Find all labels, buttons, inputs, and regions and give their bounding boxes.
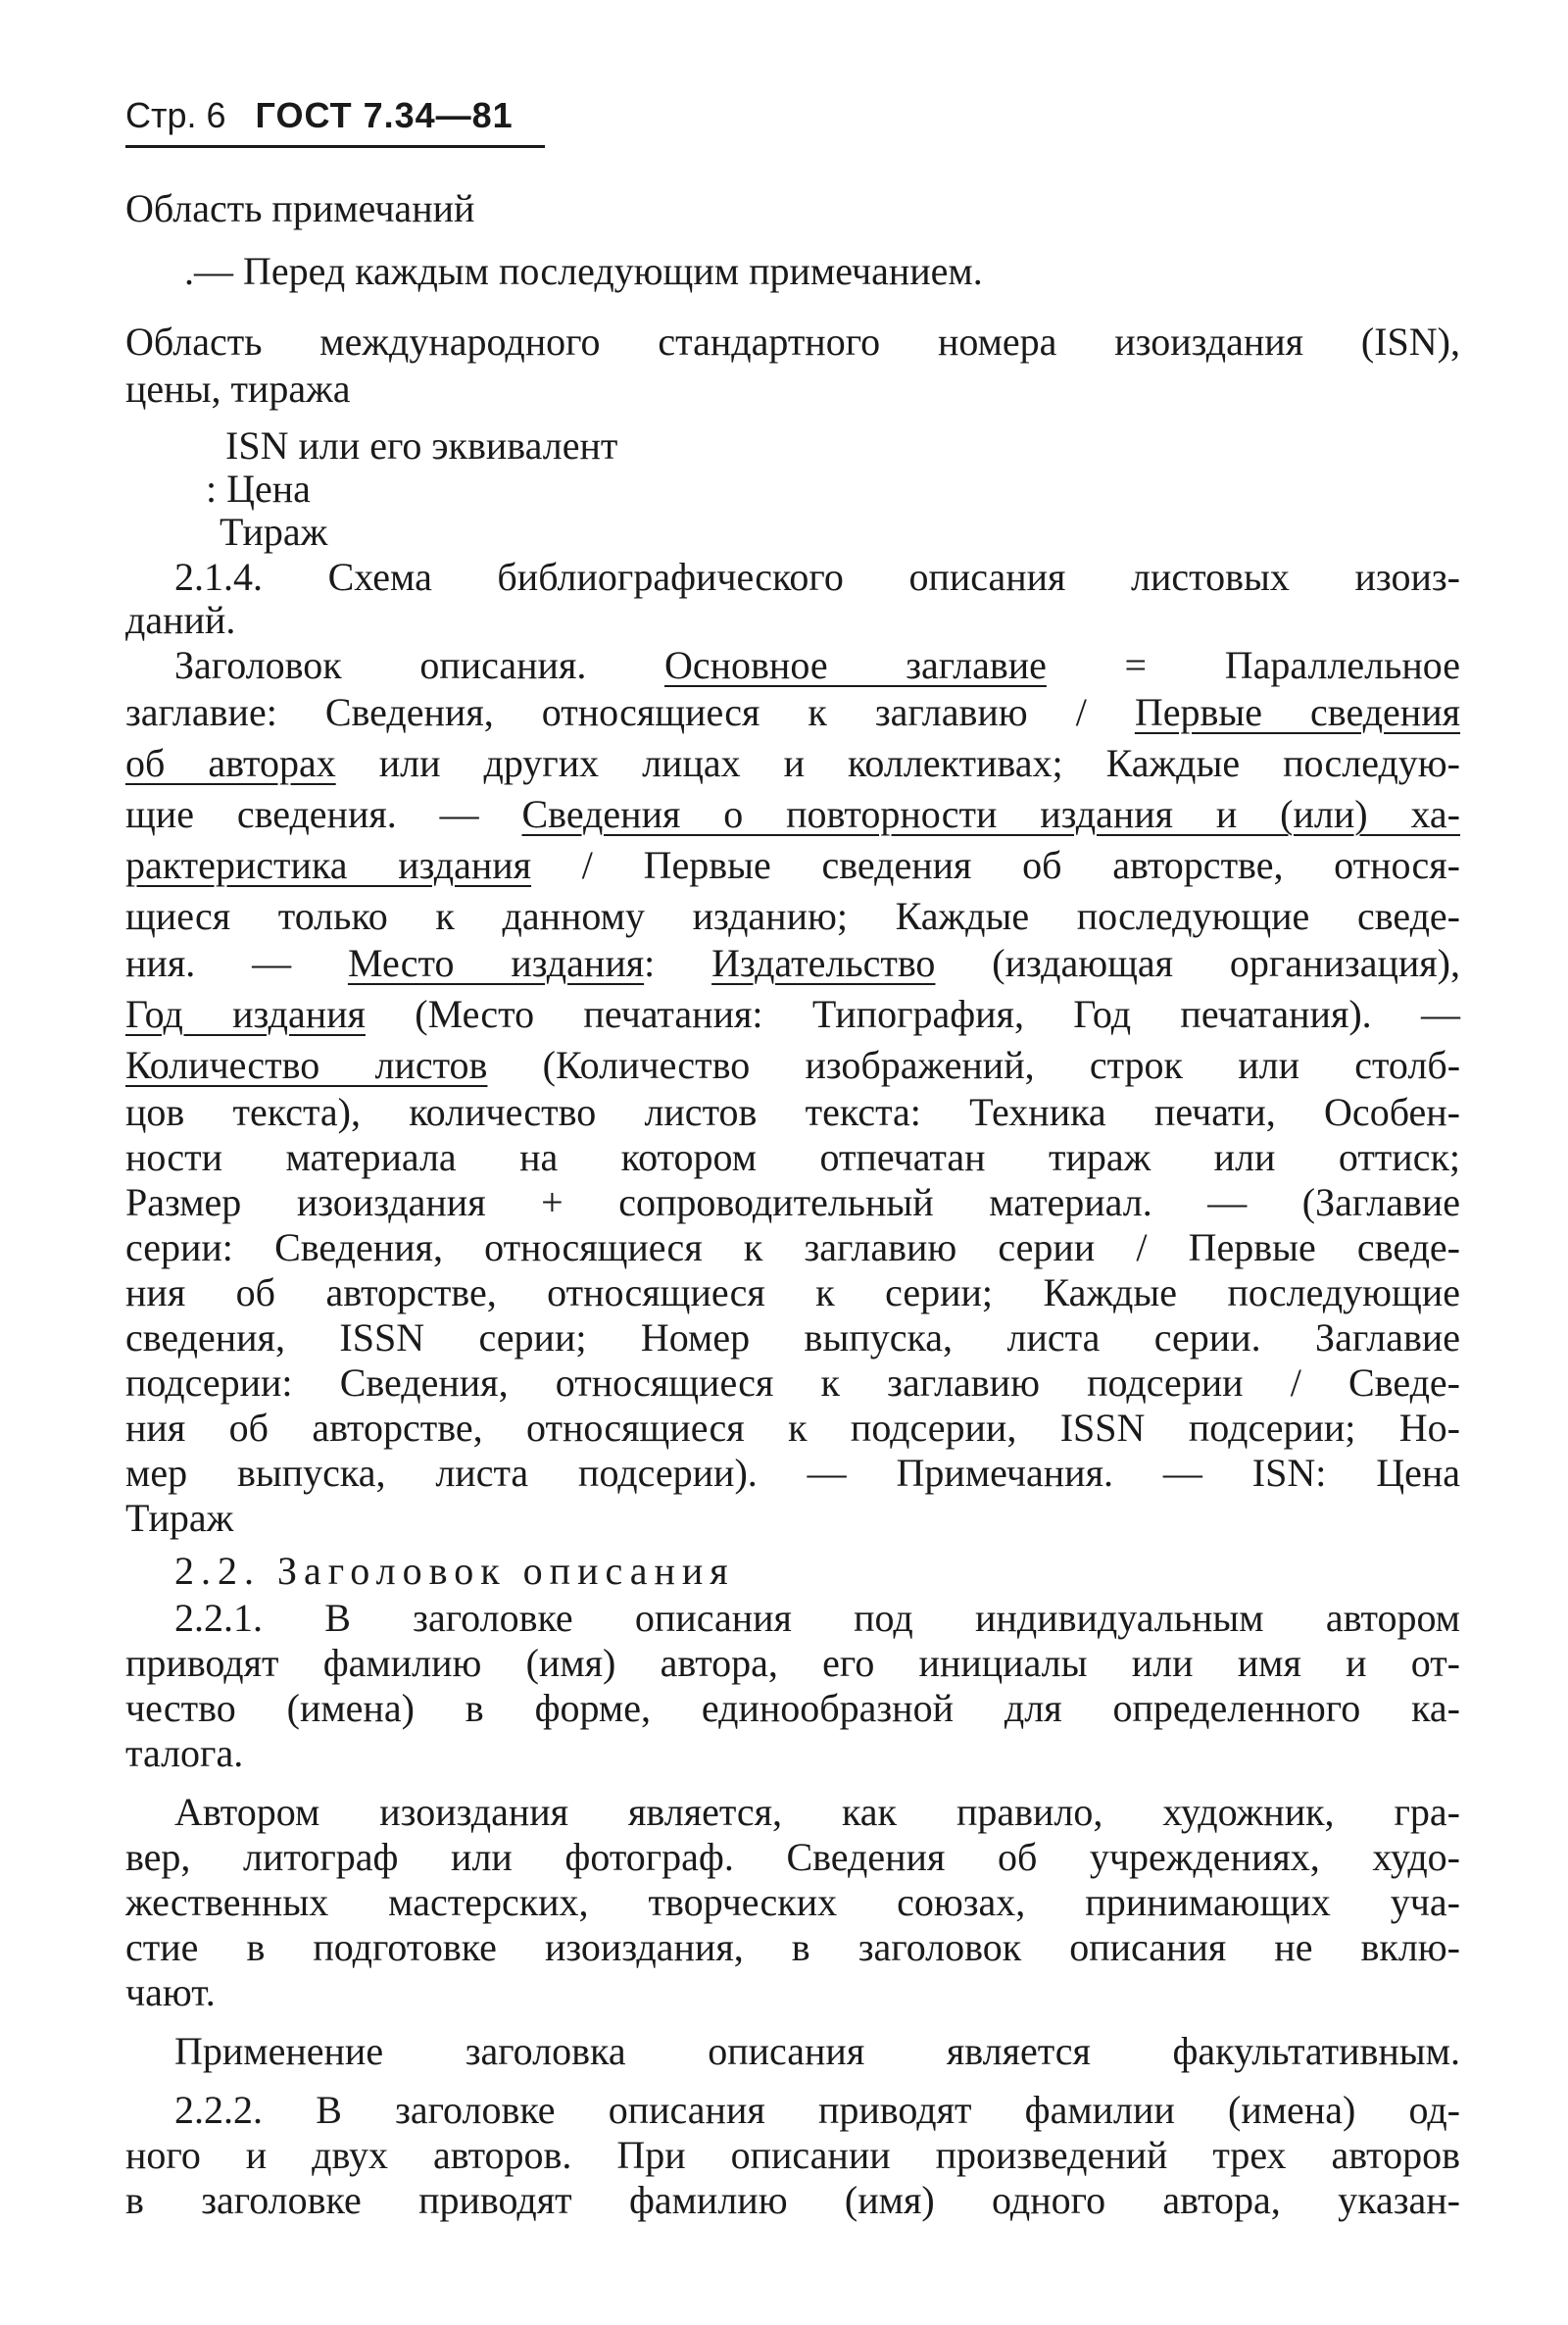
- text-line: Применение заголовка описания является факультативным.: [174, 2029, 1460, 2073]
- text-line: [125, 741, 1460, 786]
- text-run: или других лицах и коллективах; Каждые последую-: [335, 741, 1460, 785]
- text-line: [125, 1043, 1460, 1088]
- text-line: [125, 941, 1460, 986]
- underlined-element: Год издания: [125, 992, 366, 1036]
- text-run: = Параллельное: [1046, 643, 1461, 687]
- underlined-element: об авторах: [125, 741, 336, 785]
- text-line: цов текста), количество листов текста: Техника печати, Особен-: [125, 1090, 1460, 1134]
- text-line: ISN или его эквивалент: [225, 423, 618, 468]
- underlined-element: Основное заглавие: [663, 643, 1047, 687]
- text-line: в заголовке приводят фамилию (имя) одного автора, указан-: [125, 2178, 1460, 2222]
- text-line: [125, 992, 1460, 1037]
- text-line: стие в подготовке изоиздания, в заголовок описания не вклю-: [125, 1925, 1460, 1969]
- text-line: ного и двух авторов. При описании произведений трех авторов: [125, 2133, 1460, 2177]
- text-run: (Количество изображений, строк или столб-: [487, 1043, 1461, 1087]
- text-line: даний.: [125, 598, 236, 642]
- text-line: сведения, ISSN серии; Номер выпуска, листа серии. Заглавие: [125, 1315, 1460, 1360]
- text-line: ния об авторстве, относящиеся к серии; Каждые последующие: [125, 1270, 1460, 1314]
- text-line: Размер изоиздания + сопроводительный материал. — (Заглавие: [125, 1180, 1460, 1224]
- text-line: ности материала на котором отпечатан тираж или оттиск;: [125, 1135, 1460, 1179]
- text-run: заглавие: Сведения, относящиеся к заглавию /: [125, 690, 1135, 734]
- text-line: Область примечаний: [125, 186, 475, 230]
- text-run: :: [644, 941, 712, 985]
- text-run: / Первые сведения об авторстве, относя-: [531, 843, 1460, 887]
- text-line: чество (имена) в форме, единообразной для определенного ка-: [125, 1686, 1460, 1730]
- text-line: 2.2. Заголовок описания: [174, 1549, 735, 1593]
- header-rule: [125, 145, 545, 148]
- text-line: 2.2.1. В заголовке описания под индивидуальным автором: [174, 1596, 1460, 1640]
- page-number: Стр. 6: [125, 95, 226, 135]
- text-line: ния об авторстве, относящиеся к подсерии, ISSN подсерии; Но-: [125, 1406, 1460, 1450]
- text-line: 2.1.4. Схема библиографического описания листовых изоиз-: [174, 555, 1460, 599]
- underlined-element: Издательство: [711, 941, 936, 985]
- underlined-element: рактеристика издания: [125, 843, 532, 887]
- text-line: Тираж: [125, 1496, 234, 1540]
- underlined-element: Первые сведения: [1134, 690, 1460, 734]
- text-run: щие сведения. —: [125, 792, 522, 836]
- text-line: жественных мастерских, творческих союзах, принимающих уча-: [125, 1880, 1460, 1924]
- standard-code: ГОСТ 7.34—81: [255, 95, 514, 135]
- text-run: Заголовок описания.: [174, 643, 664, 687]
- text-line: серии: Сведения, относящиеся к заглавию серии / Первые сведе-: [125, 1225, 1460, 1269]
- page-header: [125, 94, 514, 137]
- text-line: талога.: [125, 1731, 244, 1775]
- text-line: вер, литограф или фотограф. Сведения об учреждениях, худо-: [125, 1835, 1460, 1879]
- text-line: [174, 643, 1460, 688]
- text-run: (издающая организация),: [935, 941, 1460, 985]
- underlined-element: Сведения о повторности издания и (или) ха-: [521, 792, 1460, 836]
- text-line: подсерии: Сведения, относящиеся к заглавию подсерии / Сведе-: [125, 1360, 1460, 1405]
- text-line: Область международного стандартного номера изоиздания (ISN),: [125, 320, 1460, 364]
- text-line: приводят фамилию (имя) автора, его инициалы или имя и от-: [125, 1641, 1460, 1685]
- text-line: щиеся только к данному изданию; Каждые последующие сведе-: [125, 894, 1460, 938]
- text-line: чают.: [125, 1970, 216, 2014]
- text-line: Тираж: [220, 510, 328, 554]
- text-line: [125, 690, 1460, 735]
- text-line: [125, 843, 1460, 888]
- underlined-element: Количество листов: [125, 1043, 488, 1087]
- text-run: (Место печатания: Типография, Год печатания). —: [365, 992, 1461, 1036]
- text-line: Автором изоиздания является, как правило, художник, гра-: [174, 1790, 1460, 1834]
- text-line: : Цена: [206, 467, 311, 511]
- text-run: ния. —: [125, 941, 348, 985]
- text-line: мер выпуска, листа подсерии). — Примечания. — ISN: Цена: [125, 1451, 1460, 1495]
- underlined-element: Место издания: [347, 941, 645, 985]
- text-line: 2.2.2. В заголовке описания приводят фамилии (имена) од-: [174, 2088, 1460, 2132]
- text-line: .— Перед каждым последующим примечанием.: [184, 249, 983, 293]
- text-line: цены, тиража: [125, 367, 351, 411]
- text-line: [125, 792, 1460, 837]
